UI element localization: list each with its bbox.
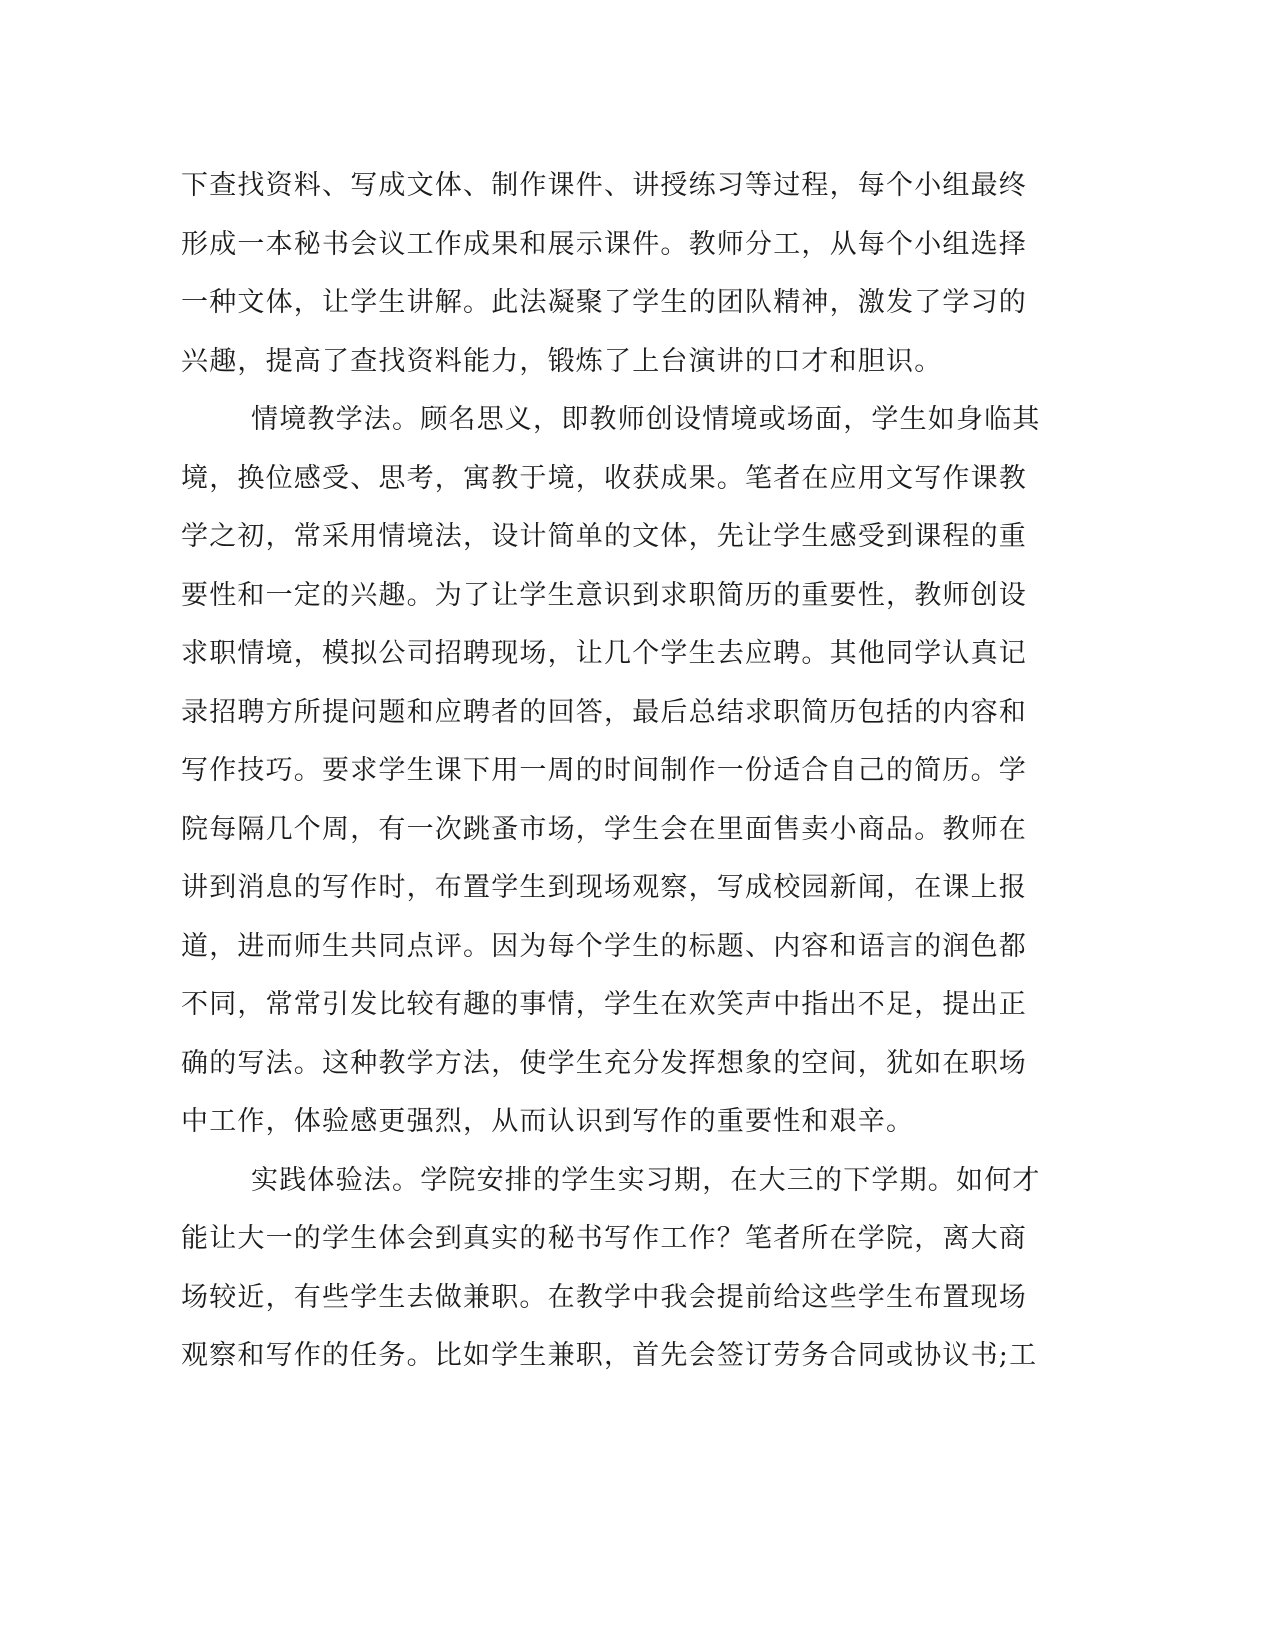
text-line: 境，换位感受、思考，寓教于境，收获成果。笔者在应用文写作课教 [181,462,1027,494]
text-line: 不同，常常引发比较有趣的事情，学生在欢笑声中指出不足，提出正 [181,989,1027,1020]
text-line: 写作技巧。要求学生课下用一周的时间制作一份适合自己的简历。学 [181,755,1027,786]
text-line: 下查找资料、写成文体、制作课件、讲授练习等过程，每个小组最终 [181,170,1027,201]
text-line: 兴趣，提高了查找资料能力，锻炼了上台演讲的口才和胆识。 [181,345,943,377]
paragraph-start-line: 情境教学法。顾名思义，即教师创设情境或场面，学生如身临其 [251,404,1041,435]
text-line: 求职情境，模拟公司招聘现场，让几个学生去应聘。其他同学认真记 [181,638,1027,669]
text-line: 讲到消息的写作时，布置学生到现场观察，写成校园新闻，在课上报 [181,872,1027,903]
body-text [181,157,1041,1386]
text-line: 学之初，常采用情境法，设计简单的文体，先让学生感受到课程的重 [181,521,1027,552]
text-line: 场较近，有些学生去做兼职。在教学中我会提前给这些学生布置现场 [181,1281,1027,1313]
text-line: 中工作，体验感更强烈，从而认识到写作的重要性和艰辛。 [181,1106,915,1137]
text-line: 确的写法。这种教学方法，使学生充分发挥想象的空间，犹如在职场 [181,1047,1027,1079]
text-line: 一种文体，让学生讲解。此法凝聚了学生的团队精神，激发了学习的 [181,287,1027,318]
text-line: 能让大一的学生体会到真实的秘书写作工作？笔者所在学院，离大商 [181,1223,1027,1254]
text-line: 院每隔几个周，有一次跳蚤市场，学生会在里面售卖小商品。教师在 [181,813,1027,845]
text-line: 道，进而师生共同点评。因为每个学生的标题、内容和语言的润色都 [181,930,1027,962]
text-line: 观察和写作的任务。比如学生兼职，首先会签订劳务合同或协议书;工 [181,1340,1038,1371]
text-line: 要性和一定的兴趣。为了让学生意识到求职简历的重要性，教师创设 [181,579,1027,611]
text-line: 录招聘方所提问题和应聘者的回答，最后总结求职简历包括的内容和 [181,696,1027,728]
text-line: 形成一本秘书会议工作成果和展示课件。教师分工，从每个小组选择 [181,228,1027,260]
paragraph-start-line: 实践体验法。学院安排的学生实习期，在大三的下学期。如何才 [251,1164,1041,1196]
